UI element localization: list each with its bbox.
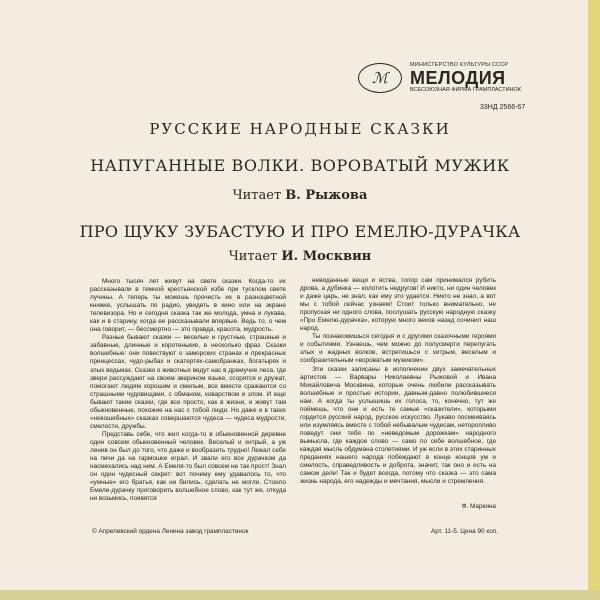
paragraph: Разные бывают сказки — веселые и грустные, страшные и забавные, длинные и коротенькие, в несколько фраз. Сказки волшебные: они повествуют о заморских странах и прекрасных принцессах, чудо-рыбах и скатертях-самобранках, богатырях и злых ведьмах. Сказки о животных ведут нас в дремучие леса, где звери рассуждают на своем зверином языке, ссорятся и дружат, помогают людям хорошим и смелым, все вместе сражаются со страшными чудовищами, с обманом, коварством и злом. И еще бывают такие сказки, где все просто, как в жизни, и живут там обыкновенные, похожие на нас с тобой люди. Но даже и в таких «некошебных» сказках совершаются чудеса — чудеса мудрости, смелости, дружбы.: [90, 334, 286, 430]
track-reader-2: [0, 249, 600, 264]
reader-label: Читает: [228, 249, 278, 264]
footer-price: Арт. 11-5. Цена 90 коп.: [431, 528, 498, 535]
reader-name: И. Москвин: [281, 249, 372, 264]
melodiya-logo: [358, 58, 536, 98]
series-title: РУССКИЕ НАРОДНЫЕ СКАЗКИ: [149, 120, 451, 138]
paragraph: Много тысяч лет живут на свете сказки. Когда-то их рассказывали в темной крестьянской избе при тусклом свете лучины. А теперь ты можешь прочесть их в разноцветной книжке, услышать по радио, увидеть в кино или на экране телевизора. Но и сегодня сказка так же молода, умна и лукава, как и в старину, когда ее рассказывали впервые. Ведь то, о чем она говорит, — бессмертно — это правда, красота, мудрость.: [90, 278, 286, 334]
reader-name: В. Рыжова: [285, 188, 368, 203]
sleeve-edge-bottom: [0, 590, 600, 600]
paragraph: Представь себе, что жил когда-то в обыкновенной деревне один совсем обыкновенный человек. Веселый и хитрый, а уж ленив он был до того, что даже и вообразить трудно! Лежал себе на печи да на гармошке играл. И звали его все дурачком да насмехались над ним. А Емеля-то был совсем не так прост! Знал он один чудесный секрет: вот почему ему удавалось то, что «умные» его братья, как ни бились, сделать не могли. Стоило Емеле-дурачку проговорить волшебное слово, как тут же, откуда ни возьмись, появятся: [90, 430, 286, 503]
logo-ministry: МИНИСТЕРСТВО КУЛЬТУРЫ СССР: [410, 61, 509, 68]
catalog-number: 33НД 2566-67: [480, 104, 526, 111]
text-column-right: [300, 277, 496, 486]
track-title-1: НАПУГАННЫЕ ВОЛКИ. ВОРОВАТЫЙ МУЖИК: [90, 156, 510, 175]
melodiya-emblem-icon: ℳ: [358, 63, 402, 93]
sleeve-edge-right: [588, 0, 600, 600]
track-reader-1: [0, 188, 600, 203]
paragraph: Эти сказки записаны в исполнении двух замечательных артистов — Варвары Николаевны Рыжовой и Ивана Михайловича Москвина, которые очень любили рассказывать волшебные и простые истории, давным-давно полюбившиеся нам. А когда ты услышишь их голоса, то, конечно, тут же поймешь, что они и есть те самые «сказители», которыми гордится русский народ, русское искусство. Лукаво посмеиваясь или изумляясь вместе с тобой небывалым чудесам, неторопливо поведут они тебя по «неведомым дорожкам» народного вымысла, где каждое слово — само по себе волшебное, где каждая мысль обдумана столетиями. И уж если в этих старинных преданиях нашего народа побеждают в конце концов ум и смелость, справедливость и доброта, значит, так оно и есть на самом деле! Так и будет всегда, потому что сказка — это сама жизнь народа, его надежды и мечтания, мысли и стремления.: [300, 365, 496, 486]
logo-firm: ВСЕСОЮЗНАЯ ФИРМА ГРАМПЛАСТИНОК: [410, 87, 521, 93]
logo-name: МЕЛОДИЯ: [410, 68, 506, 88]
paragraph: Ты познакомишься сегодня и с другими сказочными героями и событиями. Узнаешь, чем можно до полусмерти перепугать злых и жадных волков, встретишься с хитрым, веселым и сообразительным «вороватым мужиком».: [300, 333, 496, 365]
track-title-2: ПРО ЩУКУ ЗУБАСТУЮ И ПРО ЕМЕЛЮ-ДУРАЧКА: [79, 222, 521, 241]
reader-label: Читает: [232, 188, 282, 203]
logo-text: [410, 63, 521, 94]
author-signature: Ф. Маркина: [461, 503, 496, 510]
footer-manufacturer: © Апрелевский ордена Ленина завод грампластинок: [92, 528, 249, 535]
paragraph: невиданные вещи и яства, топор сам принимался рубить дрова, а дубинка — колотить недругов! И никто, ни один человек и даже царь, не знал, как ему это удается. Никто не знал, а вот мы с тобой сейчас узнаем! Стоит только внимательно, не пропуская ни одного слова, послушать русскую народную сказку «Про Емелю-дурачка», которую много веков назад сочинил наш народ.: [300, 277, 496, 333]
text-column-left: [90, 278, 286, 503]
